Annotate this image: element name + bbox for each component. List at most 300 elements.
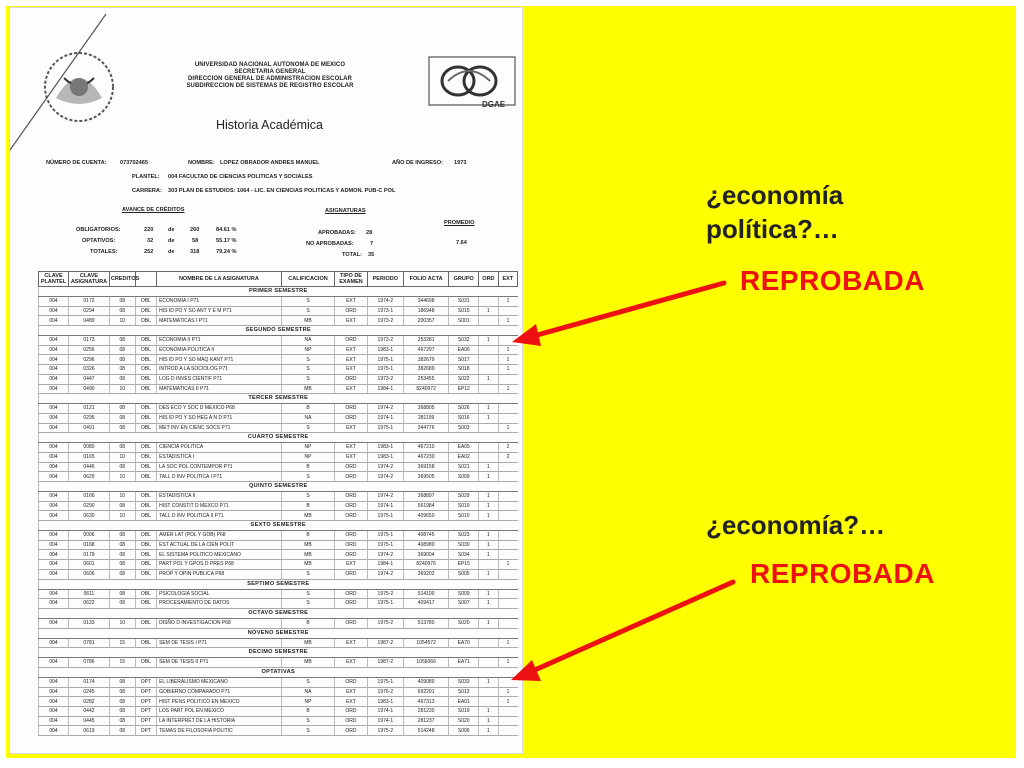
table-cell: S021	[449, 462, 479, 472]
table-cell: 1975-1	[367, 540, 404, 550]
table-cell	[498, 413, 517, 423]
table-cell: NP	[281, 443, 335, 453]
table-cell	[479, 423, 498, 433]
table-cell: MB	[281, 511, 335, 521]
table-cell: 1974-2	[367, 550, 404, 560]
table-cell: S	[281, 492, 335, 502]
table-cell: 409650	[404, 511, 449, 521]
semester-row	[39, 648, 518, 658]
aprobadas-label: APROBADAS:	[318, 230, 356, 236]
table-cell: ORD	[335, 550, 367, 560]
table-cell: 004	[39, 707, 69, 717]
table-cell: 1975-1	[367, 677, 404, 687]
table-cell: S009	[449, 472, 479, 482]
table-cell: S012	[449, 687, 479, 697]
table-cell: 0326	[69, 365, 110, 375]
table-cell: ORD	[335, 492, 367, 502]
table-cell	[479, 443, 498, 453]
table-cell: 004	[39, 384, 69, 394]
table-cell: 08	[109, 365, 135, 375]
table-cell	[498, 599, 517, 609]
table-cell: EXT	[335, 365, 367, 375]
table-cell: 514100	[404, 589, 449, 599]
semester-heading: DECIMO SEMESTRE	[39, 648, 518, 658]
creditos-total: 260	[190, 227, 200, 233]
unam-seal-icon	[38, 48, 120, 126]
table-cell: ORD	[335, 472, 367, 482]
table-cell: EXT	[335, 443, 367, 453]
creditos-de: de	[168, 249, 175, 255]
table-cell: 004	[39, 443, 69, 453]
table-cell: LOG D INVES CIENTIF P71	[157, 374, 282, 384]
table-cell: EXT	[335, 658, 367, 668]
table-cell: 1974-1	[367, 707, 404, 717]
table-row	[39, 413, 518, 423]
aprobadas-value: 28	[366, 230, 373, 236]
table-cell: ORD	[335, 618, 367, 628]
creditos-pct: 79.24 %	[216, 249, 237, 255]
table-cell: TALL D INV POLITICA I P71	[157, 472, 282, 482]
table-cell: OBL	[135, 511, 156, 521]
table-cell	[479, 452, 498, 462]
table-cell: 08	[109, 697, 135, 707]
table-cell: OPT	[135, 677, 156, 687]
table-cell: 1056066	[404, 658, 449, 668]
table-cell	[479, 297, 498, 307]
table-row	[39, 404, 518, 414]
table-cell: 513780	[404, 618, 449, 628]
table-row	[39, 345, 518, 355]
table-cell: 0080	[69, 443, 110, 453]
table-cell: OBL	[135, 492, 156, 502]
table-cell: 0445	[69, 716, 110, 726]
table-row	[39, 374, 518, 384]
creditos-title: AVANCE DE CRÉDITOS	[122, 207, 185, 213]
table-cell: 10	[109, 492, 135, 502]
table-row	[39, 472, 518, 482]
table-cell: 0173	[69, 336, 110, 346]
table-cell: 004	[39, 345, 69, 355]
table-cell: OPT	[135, 697, 156, 707]
table-cell	[479, 355, 498, 365]
table-cell: 004	[39, 492, 69, 502]
table-cell: S017	[449, 355, 479, 365]
table-cell: 0290	[69, 501, 110, 511]
table-cell: OBL	[135, 531, 156, 541]
table-cell: 0172	[69, 297, 110, 307]
table-cell	[479, 697, 498, 707]
table-cell: OBL	[135, 452, 156, 462]
table-cell: 1	[479, 336, 498, 346]
table-cell: ECONOMIA POLITICA II	[157, 345, 282, 355]
table-cell: LA INTERPRET DE LA HISTORIA	[157, 716, 282, 726]
table-cell: S032	[449, 336, 479, 346]
table-cell: 08	[109, 297, 135, 307]
ingreso-value: 1973	[454, 160, 467, 166]
table-cell	[498, 677, 517, 687]
header-line-1: UNIVERSIDAD NACIONAL AUTONOMA DE MEXICO	[194, 62, 346, 68]
table-row	[39, 618, 518, 628]
table-cell: 467297	[404, 345, 449, 355]
table-cell: NA	[281, 413, 335, 423]
table-cell: 0296	[69, 355, 110, 365]
table-cell: 08	[109, 540, 135, 550]
table-cell: ORD	[335, 511, 367, 521]
table-cell: ORD	[335, 336, 367, 346]
semester-heading: SEGUNDO SEMESTRE	[39, 326, 518, 336]
table-cell: S029	[449, 492, 479, 502]
semester-heading: OCTAVO SEMESTRE	[39, 608, 518, 618]
column-header: CLAVE ASIGNATURA	[69, 272, 110, 287]
table-cell: 1983-1	[367, 452, 404, 462]
semester-row	[39, 521, 518, 531]
table-cell: 8240976	[404, 560, 449, 570]
table-cell: TALL D INV POLITICA II P71	[157, 511, 282, 521]
table-cell	[498, 726, 517, 736]
table-cell: OBL	[135, 443, 156, 453]
table-cell: EP12	[449, 384, 479, 394]
table-cell: 1975-2	[367, 726, 404, 736]
table-cell: 08	[109, 589, 135, 599]
table-cell: PSICOLOGIA SOCIAL	[157, 589, 282, 599]
table-cell: 514248	[404, 726, 449, 736]
table-row	[39, 452, 518, 462]
table-cell: S026	[449, 404, 479, 414]
table-cell: OBL	[135, 550, 156, 560]
plantel-label: PLANTEL:	[132, 174, 160, 180]
table-cell: EP15	[449, 560, 479, 570]
table-cell: 1973-1	[367, 306, 404, 316]
table-cell: 344776	[404, 423, 449, 433]
creditos-value: 220	[144, 227, 154, 233]
table-cell: 004	[39, 316, 69, 326]
table-cell: OBL	[135, 589, 156, 599]
table-cell: 0490	[69, 384, 110, 394]
table-cell: 1	[479, 501, 498, 511]
table-cell	[498, 716, 517, 726]
table-cell: 1	[498, 355, 517, 365]
table-cell	[498, 618, 517, 628]
table-cell: EA71	[449, 658, 479, 668]
table-cell: 004	[39, 511, 69, 521]
table-cell: ORD	[335, 413, 367, 423]
table-cell: 408745	[404, 531, 449, 541]
promedio-label: PROMEDIO	[444, 220, 475, 226]
table-cell: 10	[109, 511, 135, 521]
table-cell: 004	[39, 306, 69, 316]
table-cell	[479, 345, 498, 355]
table-cell: 368897	[404, 492, 449, 502]
column-header: FOLIO ACTA	[404, 272, 449, 287]
semester-row	[39, 287, 518, 297]
table-cell: HIS ID PO Y SO ANT Y E M P71	[157, 306, 282, 316]
table-cell: OPT	[135, 716, 156, 726]
table-cell: 0622	[69, 599, 110, 609]
table-row	[39, 423, 518, 433]
table-cell: S	[281, 472, 335, 482]
table-cell: 0245	[69, 687, 110, 697]
table-row	[39, 462, 518, 472]
table-cell: EA70	[449, 638, 479, 648]
creditos-pct: 84.61 %	[216, 227, 237, 233]
table-cell	[498, 472, 517, 482]
table-cell: 004	[39, 531, 69, 541]
table-cell: 004	[39, 365, 69, 375]
table-cell: 1975-1	[367, 365, 404, 375]
table-cell: MB	[281, 550, 335, 560]
table-cell: HIST PENS POLITICO EN MEXICO	[157, 697, 282, 707]
plantel-value: 004 FACULTAD DE CIENCIAS POLITICAS Y SOCIALES	[168, 174, 313, 180]
table-cell: 1983-1	[367, 697, 404, 707]
table-cell: 10	[109, 384, 135, 394]
question-economia: ¿economía?…	[706, 510, 886, 540]
table-cell: 369202	[404, 569, 449, 579]
table-cell: CIENCIA POLITICA	[157, 443, 282, 453]
table-cell: S018	[449, 365, 479, 375]
table-cell: 08	[109, 306, 135, 316]
table-cell: S020	[449, 618, 479, 628]
table-cell: 0447	[69, 374, 110, 384]
table-cell: ORD	[335, 716, 367, 726]
table-cell: TEMAS DE FILOSOFIA POLITIC	[157, 726, 282, 736]
table-cell: 253281	[404, 336, 449, 346]
table-cell: S003	[449, 423, 479, 433]
table-cell: 15	[109, 638, 135, 648]
table-cell: 004	[39, 297, 69, 307]
table-cell: 1975-2	[367, 618, 404, 628]
table-cell: B	[281, 707, 335, 717]
table-row	[39, 384, 518, 394]
table-cell: 004	[39, 697, 69, 707]
table-cell: 08	[109, 687, 135, 697]
table-cell: S006	[449, 726, 479, 736]
table-cell: 0294	[69, 306, 110, 316]
table-row	[39, 697, 518, 707]
table-cell: EXT	[335, 297, 367, 307]
table-cell: OBL	[135, 404, 156, 414]
creditos-de: de	[168, 238, 175, 244]
table-cell: OBL	[135, 638, 156, 648]
table-row	[39, 297, 518, 307]
cuenta-label: NÚMERO DE CUENTA:	[46, 160, 107, 166]
table-cell: 1975-1	[367, 511, 404, 521]
no-aprobadas-label: NO APROBADAS:	[306, 241, 354, 247]
table-cell: OBL	[135, 374, 156, 384]
table-cell: S	[281, 726, 335, 736]
table-cell: ORD	[335, 540, 367, 550]
table-cell: ORD	[335, 569, 367, 579]
reprobada-label-1: REPROBADA	[740, 265, 925, 296]
table-cell: S	[281, 374, 335, 384]
table-row	[39, 540, 518, 550]
table-cell: 08	[109, 374, 135, 384]
table-cell: OBL	[135, 306, 156, 316]
table-cell: 1975-1	[367, 355, 404, 365]
table-cell: 004	[39, 638, 69, 648]
table-row	[39, 677, 518, 687]
table-cell: S	[281, 306, 335, 316]
table-cell: 08	[109, 345, 135, 355]
table-cell: S	[281, 297, 335, 307]
table-cell: 1	[498, 638, 517, 648]
reprobada-label-2: REPROBADA	[750, 558, 935, 589]
cuenta-value: 073702465	[120, 160, 148, 166]
table-cell: EL SISTEMA POLITICO MEXICANO	[157, 550, 282, 560]
table-row	[39, 638, 518, 648]
creditos-total: 318	[190, 249, 200, 255]
table-cell	[498, 306, 517, 316]
table-cell: ESTADISTICA I	[157, 452, 282, 462]
table-cell: OBL	[135, 336, 156, 346]
header-line-2: SECRETARIA GENERAL	[234, 69, 306, 75]
table-cell: EXT	[335, 355, 367, 365]
table-cell: HIST CONSTIT D MEXCO P71	[157, 501, 282, 511]
table-cell: 408980	[404, 540, 449, 550]
table-cell: EA05	[449, 443, 479, 453]
table-cell: 561984	[404, 501, 449, 511]
table-cell: DISÑO D INVESTIGACION P68	[157, 618, 282, 628]
table-cell: 08	[109, 569, 135, 579]
table-cell: INTROD A LA SOCIOLOG P71	[157, 365, 282, 375]
ingreso-label: AÑO DE INGRESO:	[392, 160, 443, 166]
table-cell: 10	[109, 472, 135, 482]
table-cell	[498, 462, 517, 472]
table-cell: 1975-1	[367, 599, 404, 609]
table-cell: 08	[109, 404, 135, 414]
table-cell: 004	[39, 618, 69, 628]
table-cell: S009	[449, 589, 479, 599]
table-cell: 467313	[404, 697, 449, 707]
table-cell: 004	[39, 540, 69, 550]
semester-heading: TERCER SEMESTRE	[39, 394, 518, 404]
table-cell: 0133	[69, 618, 110, 628]
semester-row	[39, 394, 518, 404]
header-line-3: DIRECCION GENERAL DE ADMINISTRACION ESCOLAR	[188, 76, 352, 82]
table-cell	[479, 316, 498, 326]
table-cell: 08	[109, 355, 135, 365]
table-cell: GOBIERNO COMPARADO P71	[157, 687, 282, 697]
table-cell: PART POL Y GPOS D PRES P68	[157, 560, 282, 570]
table-cell: 1	[498, 697, 517, 707]
table-cell: 0619	[69, 726, 110, 736]
table-cell: 1	[498, 560, 517, 570]
table-cell: OBL	[135, 365, 156, 375]
table-cell: 0295	[69, 413, 110, 423]
table-cell: 1987-2	[367, 638, 404, 648]
table-cell: NA	[281, 336, 335, 346]
table-cell	[479, 384, 498, 394]
table-cell: 0442	[69, 707, 110, 717]
total-label: TOTAL:	[342, 252, 362, 258]
table-cell: OBL	[135, 384, 156, 394]
table-cell: ORD	[335, 726, 367, 736]
table-cell	[498, 707, 517, 717]
table-cell: HIS ID PO Y SO HEG A N D P71	[157, 413, 282, 423]
table-cell: 1	[498, 365, 517, 375]
table-cell: 1	[498, 423, 517, 433]
table-cell: S	[281, 423, 335, 433]
table-cell: S001	[449, 316, 479, 326]
table-cell: OBL	[135, 472, 156, 482]
table-cell: 253455	[404, 374, 449, 384]
table-cell: 0629	[69, 472, 110, 482]
table-cell: EXT	[335, 452, 367, 462]
table-cell: ORD	[335, 531, 367, 541]
table-cell: 1	[498, 316, 517, 326]
table-cell: 0630	[69, 511, 110, 521]
table-row	[39, 316, 518, 326]
table-cell: ORD	[335, 589, 367, 599]
table-row	[39, 707, 518, 717]
table-cell: S	[281, 589, 335, 599]
table-cell: OBL	[135, 413, 156, 423]
no-aprobadas-value: 7	[370, 241, 374, 247]
table-cell: 1	[479, 569, 498, 579]
table-cell: S015	[449, 306, 479, 316]
table-cell: 08	[109, 336, 135, 346]
table-cell: S030	[449, 540, 479, 550]
table-cell: 004	[39, 658, 69, 668]
table-cell: 1	[498, 345, 517, 355]
table-cell: 004	[39, 355, 69, 365]
table-cell: 200357	[404, 316, 449, 326]
document-title: Historia Académica	[216, 118, 323, 132]
table-cell: OBL	[135, 316, 156, 326]
table-cell: EA06	[449, 345, 479, 355]
table-cell: 368805	[404, 404, 449, 414]
table-cell: OBL	[135, 618, 156, 628]
table-cell: LOS PART POL EN MEXICO	[157, 707, 282, 717]
table-cell: EXT	[335, 697, 367, 707]
table-cell: 004	[39, 589, 69, 599]
table-cell: ORD	[335, 404, 367, 414]
table-cell: OBL	[135, 423, 156, 433]
table-cell: 382679	[404, 355, 449, 365]
column-header: ORD	[479, 272, 498, 287]
table-cell: 1	[479, 599, 498, 609]
table-cell	[498, 336, 517, 346]
column-header: PERIODO	[367, 272, 404, 287]
creditos-pct: 55.17 %	[216, 238, 237, 244]
table-cell: 08	[109, 599, 135, 609]
semester-row	[39, 326, 518, 336]
table-cell: 692201	[404, 687, 449, 697]
table-cell: 0179	[69, 550, 110, 560]
table-cell: PROCESAMIENTO DE DATOS	[157, 599, 282, 609]
table-cell: 08	[109, 501, 135, 511]
semester-heading: OPTATIVAS	[39, 667, 518, 677]
semester-heading: QUINTO SEMESTRE	[39, 482, 518, 492]
table-cell	[498, 531, 517, 541]
table-cell: NA	[281, 687, 335, 697]
table-cell: B	[281, 404, 335, 414]
table-cell: 1973-2	[367, 374, 404, 384]
table-cell: 369158	[404, 462, 449, 472]
table-cell: 08	[109, 462, 135, 472]
table-cell: MB	[281, 540, 335, 550]
column-header: NOMBRE DE LA ASIGNATURA	[157, 272, 282, 287]
creditos-value: 252	[144, 249, 154, 255]
table-cell: ORD	[335, 306, 367, 316]
table-cell: MB	[281, 384, 335, 394]
table-cell: MB	[281, 316, 335, 326]
column-header: CREDITOS	[109, 272, 135, 287]
table-cell: ESTADISTICA II	[157, 492, 282, 502]
table-cell: HIS ID PO Y SO MAQ KANT P71	[157, 355, 282, 365]
table-cell: ORD	[335, 677, 367, 687]
table-cell: S019	[449, 707, 479, 717]
table-cell: OBL	[135, 540, 156, 550]
